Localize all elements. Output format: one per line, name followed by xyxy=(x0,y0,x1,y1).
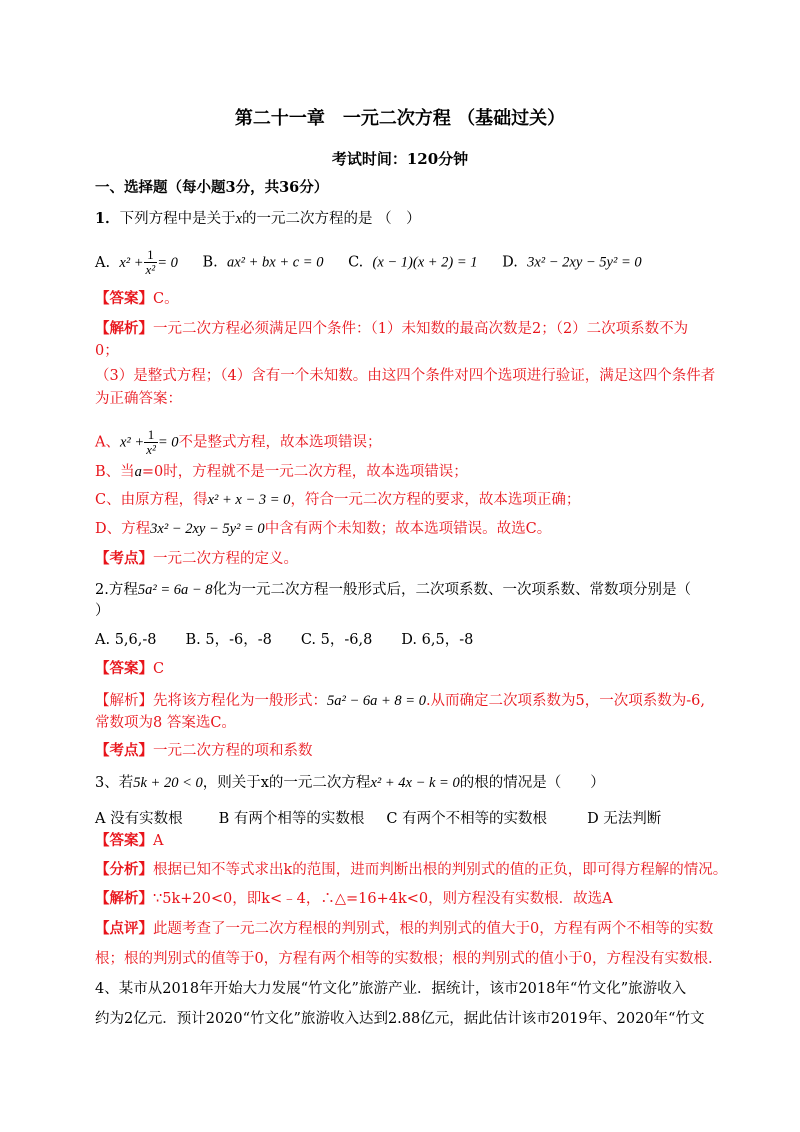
q3-comment-line1: 【点评】此题考查了一元二次方程根的判别式，根的判别式的值大于0，方程有两个不相等的实数 xyxy=(95,920,714,937)
q2-options: A. 5,6,-8 B. 5，-6，-8 C. 5，-6,8 D. 6,5，-8 xyxy=(95,632,474,648)
q1-option-a: A. x² + $\frac{1}{\text{x²}}$ = 0 xyxy=(95,247,178,277)
q3-reasoning: 【分析】根据已知不等式求出k的范围，进而判断出根的判别式的值的正负，即可得方程解的情况。 xyxy=(95,861,728,878)
q3-comment-line2: 根；根的判别式的值等于0，方程有两个相等的实数根；根的判别式的值小于0，方程没有实数根. xyxy=(95,951,713,967)
q1-explain-b: B、当a=0时，方程就不是一元二次方程，故本选项错误； xyxy=(95,464,468,480)
q3-answer: 【答案】A xyxy=(95,832,164,849)
q3-stem: 3、若5k + 20 < 0，则关于x的一元二次方程x² + 4x − k = 0的根的情况是（ ） xyxy=(95,775,605,791)
q1-point: 【考点】一元二次方程的定义。 xyxy=(95,550,298,567)
q1-explain-c: C、由原方程，得x² + x − 3 = 0，符合一元二次方程的要求，故本选项正确； xyxy=(95,492,581,508)
exam-time: 考试时间：120分钟 xyxy=(331,150,469,168)
q3-option-d: D 无法判断 xyxy=(587,811,662,827)
q1-analysis-line2: 0； xyxy=(95,343,119,359)
q1-explain-a: A、x² + $\frac{1}{\text{x²}}$ = 0不是整式方程，故本选项错误； xyxy=(95,427,382,457)
q2-point: 【考点】一元二次方程的项和系数 xyxy=(95,742,313,759)
q2-stem: 2.方程5a² = 6a − 8化为一元二次方程一般形式后，二次项系数、一次项系数、常数项分别是（ xyxy=(95,582,692,598)
q1-option-b: B. ax² + bx + c = 0 xyxy=(202,254,324,271)
q1-answer: 【答案】C。 xyxy=(95,290,179,307)
q4-stem-line2: 约为2亿元．预计2020“竹文化”旅游收入达到2.88亿元，据此估计该市2019年、2020年“竹文 xyxy=(95,1011,705,1027)
page-title: 第二十一章 一元二次方程 （基础过关） xyxy=(234,108,566,129)
section-heading: 一、选择题（每小题3分，共36分） xyxy=(95,179,329,196)
q2-answer: 【答案】C xyxy=(95,660,165,677)
q3-option-c: C 有两个不相等的实数根 xyxy=(386,811,548,827)
q3-option-b: B 有两个相等的实数根 xyxy=(218,811,365,827)
q3-option-a: A 没有实数根 xyxy=(95,811,183,827)
q2-analysis-line2: 常数项为8 答案选C。 xyxy=(95,715,236,731)
fraction: $\frac{1}{\text{x²}}$ xyxy=(146,427,156,457)
fraction: $\frac{1}{\text{x²}}$ xyxy=(145,247,156,277)
q1-number: 1． xyxy=(95,210,120,227)
q1-option-d: D. 3x² − 2xy − 5y² = 0 xyxy=(502,254,642,271)
q1-options xyxy=(95,248,710,277)
q1-analysis-line3: （3）是整式方程；（4）含有一个未知数。由这四个条件对四个选项进行验证，满足这四个条件者 xyxy=(95,368,716,384)
q1-analysis-line4: 为正确答案： xyxy=(95,391,182,407)
q2-analysis: 【解析】先将该方程化为一般形式：5a² − 6a + 8 = 0.从而确定二次项系数为5，一次项系数为-6, xyxy=(95,693,706,709)
q1-explain-d: D、方程3x² − 2xy − 5y² = 0中含有两个未知数；故本选项错误。故选C。 xyxy=(95,521,552,537)
q1-stem: 1．下列方程中是关于x的一元二次方程的是 （ ） xyxy=(95,210,421,227)
q3-analysis: 【解析】∵5k+20<0，即k<﹣4，∴△=16+4k<0，则方程没有实数根．故选A xyxy=(95,890,613,907)
q3-options xyxy=(95,809,710,829)
q4-stem-line1: 4、某市从2018年开始大力发展“竹文化”旅游产业．据统计，该市2018年“竹文化”旅游收入 xyxy=(95,981,687,997)
q2-stem-cont: ） xyxy=(95,603,110,619)
q1-option-c: C. (x − 1)(x + 2) = 1 xyxy=(348,254,478,271)
q1-analysis-line1: 【解析】一元二次方程必须满足四个条件：（1）未知数的最高次数是2；（2）二次项系数不为 xyxy=(95,320,689,337)
